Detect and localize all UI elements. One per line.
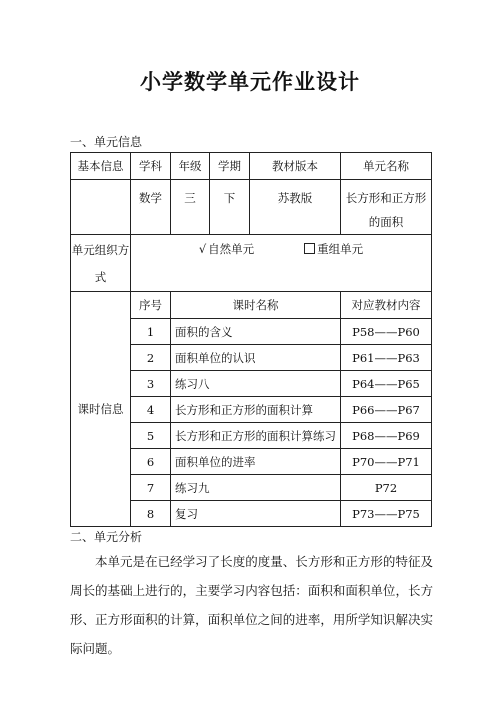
lesson-pages: P61——P63 [341,345,432,371]
lesson-index: 7 [131,475,171,501]
basic-info-label: 基本信息 [71,153,131,180]
lesson-index: 3 [131,371,171,397]
header-textbook: 教材版本 [250,153,341,180]
lesson-name: 复习 [171,501,341,527]
lesson-name: 面积单位的认识 [171,345,341,371]
option-regrouped-unit-label: 重组单元 [317,242,364,256]
lesson-pages: P66——P67 [341,397,432,423]
value-grade: 三 [171,180,210,235]
lesson-name: 面积单位的进率 [171,449,341,475]
header-subject: 学科 [131,153,171,180]
lesson-name: 面积的含义 [171,319,341,345]
lesson-index: 5 [131,423,171,449]
value-subject: 数学 [131,180,171,235]
lesson-header-index: 序号 [131,292,171,319]
lesson-header-name: 课时名称 [171,292,341,319]
document-title: 小学数学单元作业设计 [140,70,360,94]
organization-label: 单元组织方式 [71,235,131,292]
lesson-pages: P58——P60 [341,319,432,345]
check-mark-icon: √ [198,242,207,256]
value-semester: 下 [210,180,250,235]
lesson-index: 6 [131,449,171,475]
lesson-pages: P68——P69 [341,423,432,449]
lesson-name: 长方形和正方形的面积计算 [171,397,341,423]
lesson-name: 练习九 [171,475,341,501]
lesson-pages: P64——P65 [341,371,432,397]
analysis-paragraph: 本单元是在已经学习了长度的度量、长方形和正方形的特征及周长的基础上进行的，主要学习内容包括：面积和面积单位，长方形、正方形面积的计算，面积单位之间的进率，用所学知识解决实际问题。 [70,554,433,656]
empty-checkbox-icon [304,243,315,254]
option-natural-unit-label: 自然单元 [208,242,255,256]
lesson-pages: P72 [341,475,432,501]
lesson-info-label: 课时信息 [71,292,131,527]
basic-info-blank [71,180,131,235]
lesson-name: 练习八 [171,371,341,397]
lesson-index: 2 [131,345,171,371]
value-unit-name: 长方形和正方形的面积 [341,180,432,235]
section-heading-unit-info: 一、单元信息 [70,135,143,149]
lesson-index: 1 [131,319,171,345]
header-unit-name: 单元名称 [341,153,432,180]
header-semester: 学期 [210,153,250,180]
lesson-name: 长方形和正方形的面积计算练习 [171,423,341,449]
unit-info-table [70,152,432,527]
lesson-pages: P73——P75 [341,501,432,527]
lesson-pages: P70——P71 [341,449,432,475]
lesson-index: 8 [131,501,171,527]
option-regrouped-unit [304,241,363,257]
value-textbook: 苏教版 [250,180,341,235]
lesson-index: 4 [131,397,171,423]
option-natural-unit [199,241,254,257]
header-grade: 年级 [171,153,210,180]
organization-options [131,235,432,292]
section-heading-unit-analysis: 二、单元分析 [70,530,143,544]
lesson-header-pages: 对应教材内容 [341,292,432,319]
